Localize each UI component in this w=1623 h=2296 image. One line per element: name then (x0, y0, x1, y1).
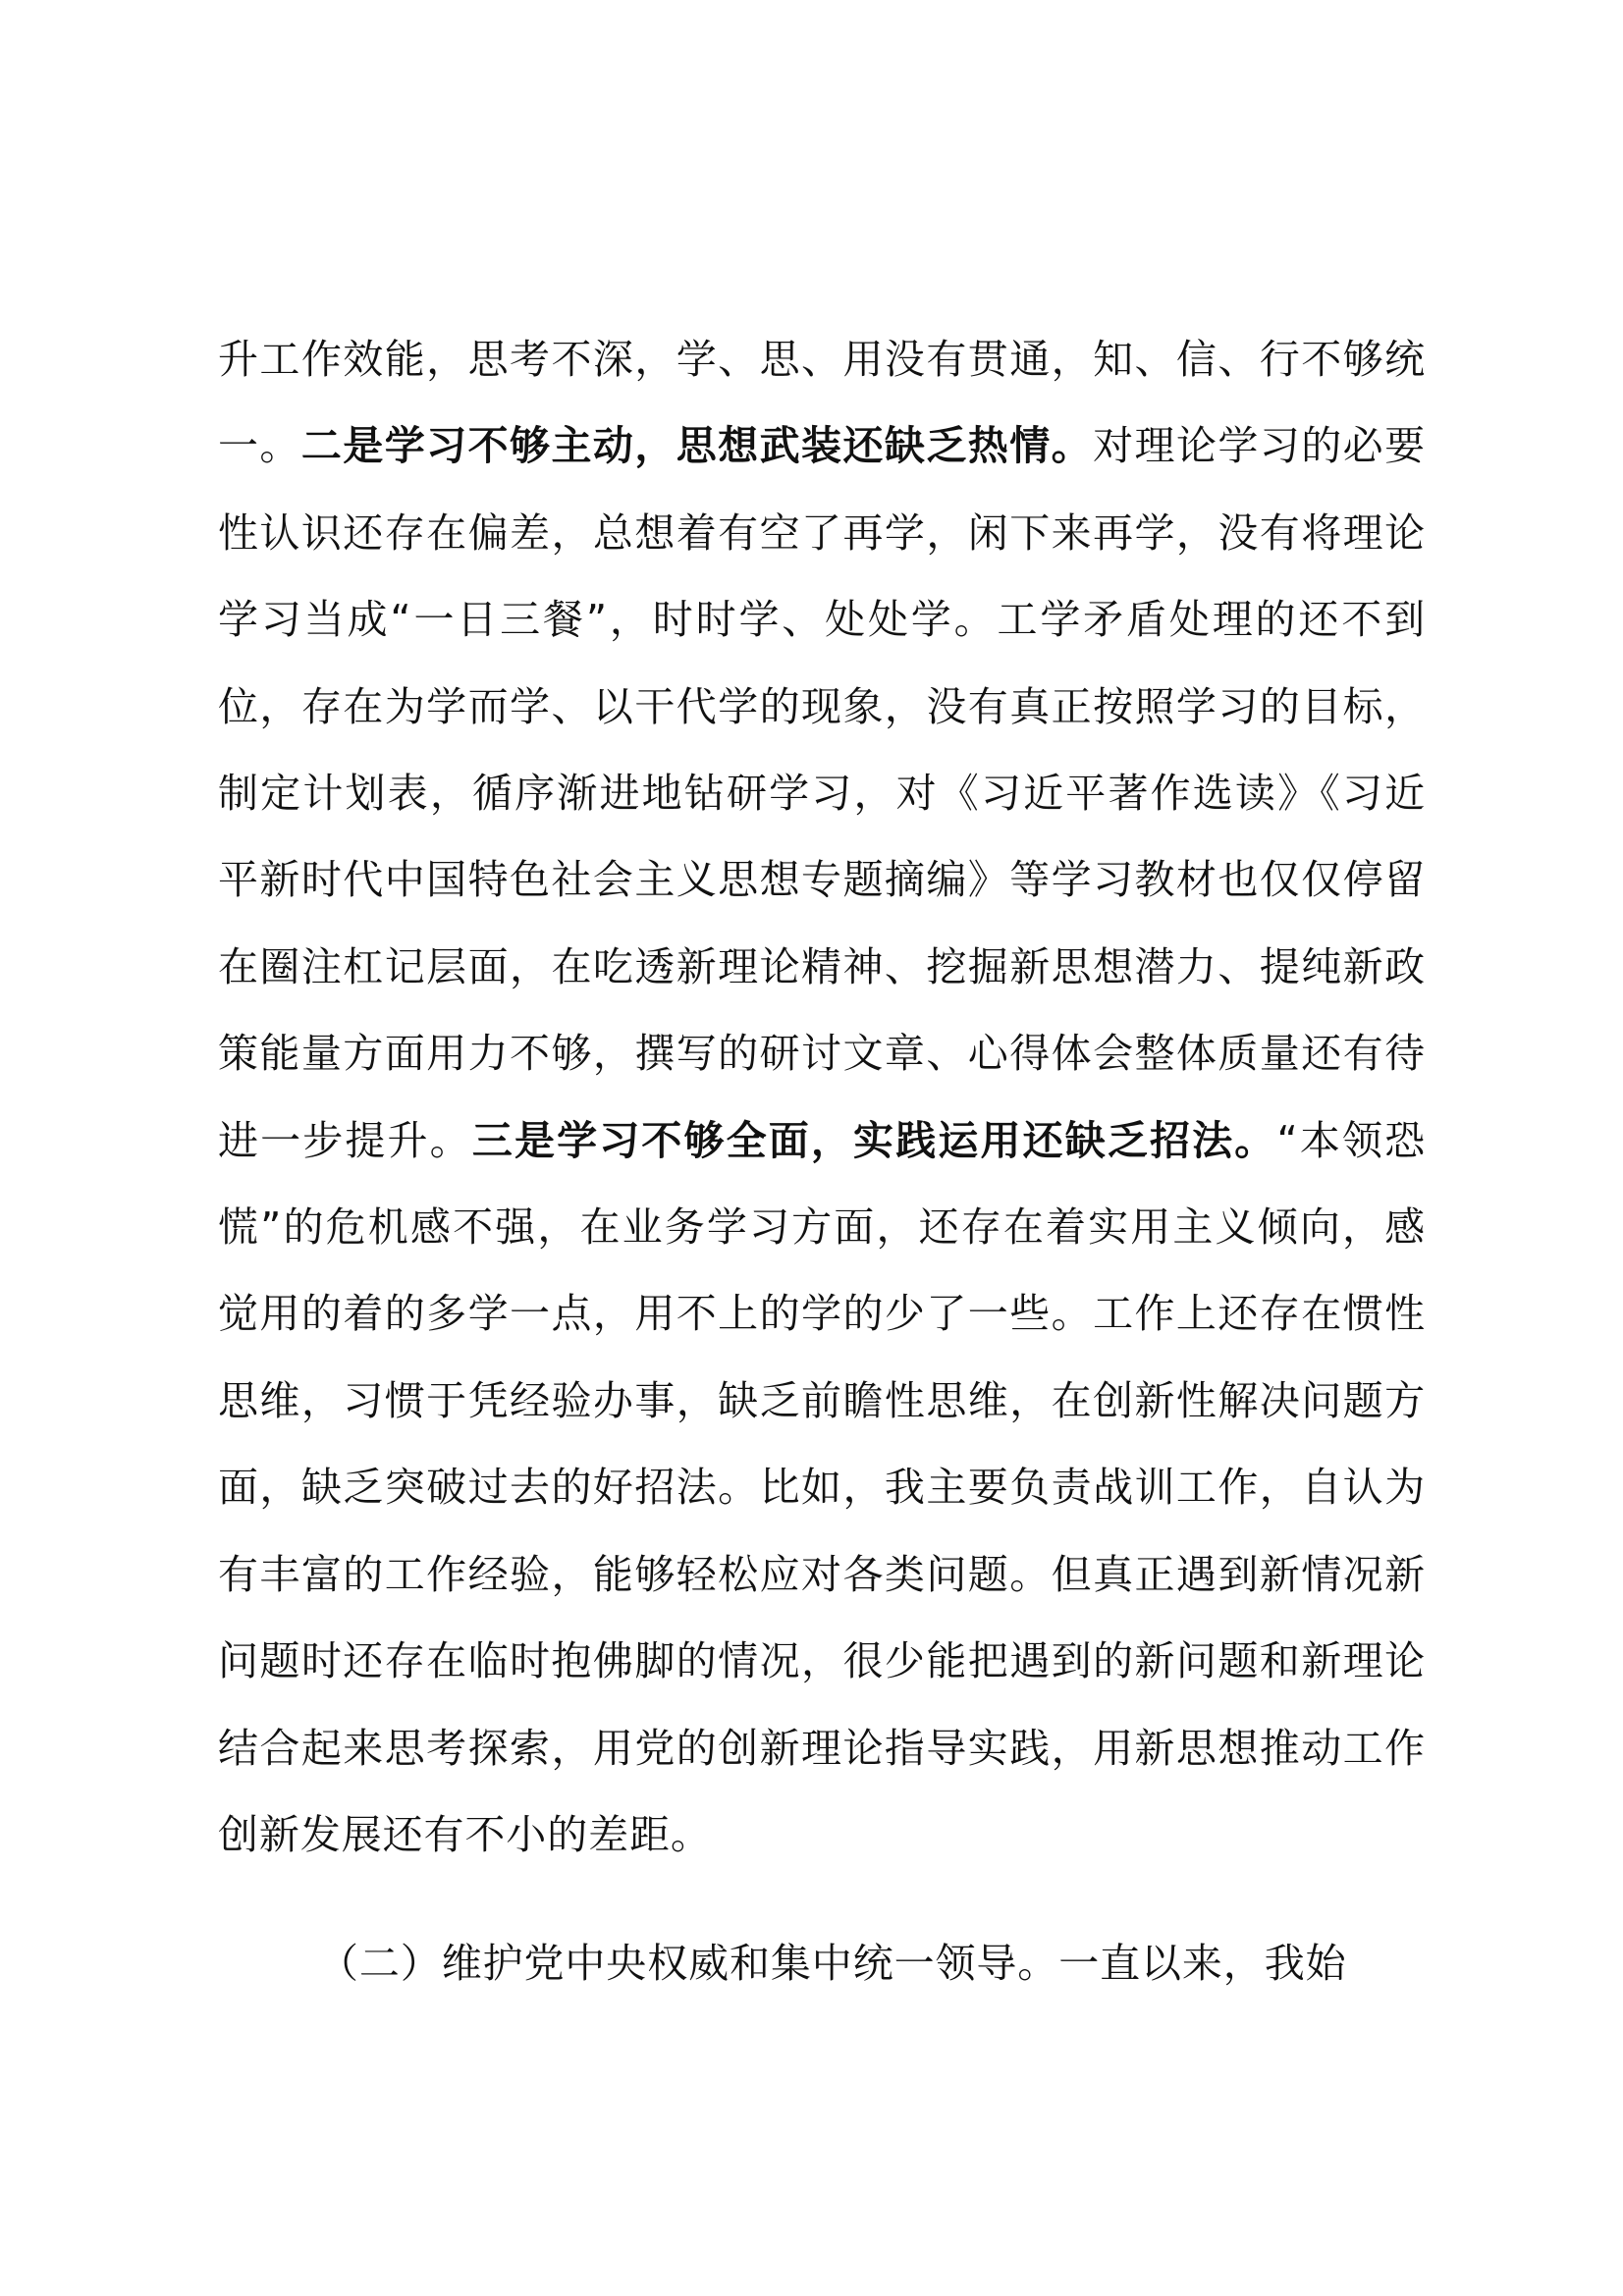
bold-point-two: 二是学习不够主动，思想武装还缺乏热情。 (300, 422, 1094, 470)
body-paragraph (218, 316, 1426, 1878)
section-heading: （二）维护党中央权威和集中统一领导。一直以来，我始 (318, 1940, 1347, 1987)
paragraph-text-segment: 对理论学习的必要性认识还存在偏差，总想着有空了再学，闲下来再学，没有将理论学习当成“一日三餐”，时时学、处处学。工学矛盾处理的还不到位，存在为学而学、以干代学的现象，没有真正按照学习的目标，制定计划表，循序渐进地钻研学习，对《习近平著作选读》《习近平新时代中国特色社会主义思想专题摘编》等学习教材也仅仅停留在圈注杠记层面，在吃透新理论精神、挖掘新思想潜力、提纯新政策能量方面用力不够，撰写的研讨文章、心得体会整体质量还有待进一步提升。 (218, 422, 1426, 1164)
bold-point-three: 三是学习不够全面，实践运用还缺乏招法。 (471, 1116, 1277, 1164)
paragraph-text-segment: “本领恐慌”的危机感不强，在业务学习方面，还存在着实用主义倾向，感觉用的着的多学一点，用不上的学的少了一些。工作上还存在惯性思维，习惯于凭经验办事，缺乏前瞻性思维，在创新性解决问题方面，缺乏突破过去的好招法。比如，我主要负责战训工作，自认为有丰富的工作经验，能够轻松应对各类问题。但真正遇到新情况新问题时还存在临时抱佛脚的情况，很少能把遇到的新问题和新理论结合起来思考探索，用党的创新理论指导实践，用新思想推动工作创新发展还有不小的差距。 (218, 1116, 1426, 1858)
paragraph-text-segment: 升工作效能，思考不深，学、思、用没有贯通，知、信、行不够统一。 (218, 336, 1426, 470)
